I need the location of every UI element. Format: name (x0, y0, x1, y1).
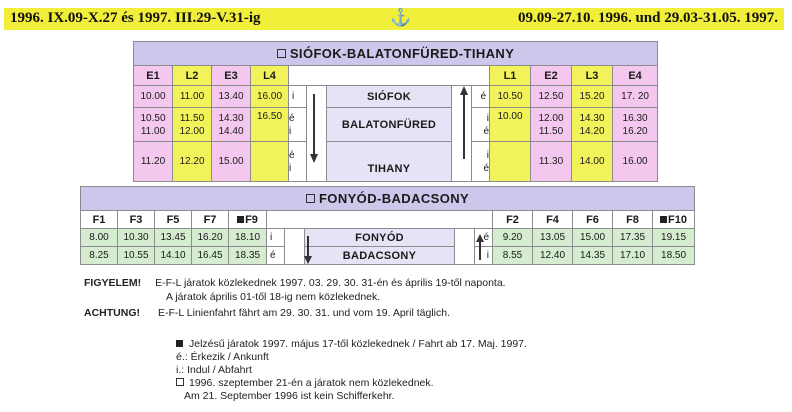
legend-arrive: é.: Érkezik / Ankunft (176, 351, 269, 363)
time-cell: 11.50 12.00 (173, 108, 212, 142)
achtung-text: E-F-L Linienfahrt fährt am 29. 30. 31. und vom 19. April täglich. (158, 307, 451, 319)
season-banner (4, 8, 784, 30)
time-cell: 11.00 (173, 86, 212, 108)
time-cell: 10.55 (118, 247, 155, 265)
time-cell: 16.20 (192, 229, 229, 247)
time-cell: 12.50 (531, 86, 572, 108)
col-header: E1 (134, 66, 173, 86)
time-cell: 15.00 (573, 229, 613, 247)
figyelem-label: FIGYELEM! (84, 277, 142, 289)
legend-nosail-hu: 1996. szeptember 21-én a járatok nem közlekednek. (189, 377, 434, 389)
depart-arrive-marker: é (475, 229, 493, 247)
arrow-column-up (452, 86, 472, 182)
col-header: L2 (173, 66, 212, 86)
route-fonyod-badacsony-table (80, 186, 695, 265)
checkbox-icon (277, 49, 286, 58)
time-cell: 15.00 (212, 142, 251, 182)
checkbox-icon (306, 194, 315, 203)
time-cell: 10.00 (134, 86, 173, 108)
legend (176, 338, 696, 403)
station-name: BADACSONY (305, 247, 455, 265)
time-cell: 8.55 (493, 247, 533, 265)
figyelem-text: E-F-L járatok közlekednek 1997. 03. 29. 30. 31-én és április 19-től naponta. (155, 277, 506, 289)
time-cell: 11.30 (531, 142, 572, 182)
depart-arrive-marker: é i (289, 142, 307, 182)
col-header: F8 (613, 211, 653, 229)
time-cell: 13.45 (155, 229, 192, 247)
depart-arrive-marker: i é (472, 142, 490, 182)
depart-arrive-marker: é (267, 247, 285, 265)
arrow-column-down (307, 86, 327, 182)
legend-depart: i.: Indul / Abfahrt (176, 364, 252, 376)
depart-arrive-marker: é (472, 86, 490, 108)
station-name: BALATONFÜRED (327, 108, 452, 142)
col-header: E3 (212, 66, 251, 86)
time-cell: 16.45 (192, 247, 229, 265)
col-header: F9 (229, 211, 267, 229)
route-title: SIÓFOK-BALATONFÜRED-TIHANY (134, 42, 658, 66)
notes-figyelem (84, 277, 684, 319)
time-cell: 10.00 (490, 108, 531, 142)
station-name: FONYÓD (305, 229, 455, 247)
time-cell: 18.35 (229, 247, 267, 265)
route-title: FONYÓD-BADACSONY (81, 187, 695, 211)
time-cell: 13.05 (533, 229, 573, 247)
time-cell: 10.50 (490, 86, 531, 108)
time-cell: 16.00 (613, 142, 658, 182)
time-cell: 15.20 (572, 86, 613, 108)
col-header: L4 (251, 66, 289, 86)
square-marker-icon (176, 340, 183, 347)
time-cell: 18.50 (653, 247, 695, 265)
station-name: SIÓFOK (327, 86, 452, 108)
legend-nosail-de: Am 21. September 1996 ist kein Schifferkehr. (184, 390, 395, 402)
col-header: L3 (572, 66, 613, 86)
square-marker-icon (237, 216, 244, 223)
time-cell: 14.30 14.20 (572, 108, 613, 142)
time-cell: 9.20 (493, 229, 533, 247)
empty-square-icon (176, 378, 184, 386)
arrow-column-up (455, 229, 475, 265)
col-header: L1 (490, 66, 531, 86)
time-cell (251, 142, 289, 182)
col-header: F7 (192, 211, 229, 229)
time-cell: 17.10 (613, 247, 653, 265)
time-cell (490, 142, 531, 182)
time-cell: 13.40 (212, 86, 251, 108)
time-cell: 12.40 (533, 247, 573, 265)
time-cell: 17.35 (613, 229, 653, 247)
time-cell: 12.00 11.50 (531, 108, 572, 142)
col-header: F3 (118, 211, 155, 229)
time-cell: 14.35 (573, 247, 613, 265)
time-cell: 11.20 (134, 142, 173, 182)
col-header: F2 (493, 211, 533, 229)
depart-arrive-marker: i é (472, 108, 490, 142)
depart-arrive-marker: i (289, 86, 307, 108)
time-cell: 17. 20 (613, 86, 658, 108)
col-header: F6 (573, 211, 613, 229)
col-header: F10 (653, 211, 695, 229)
square-marker-icon (660, 216, 667, 223)
depart-arrive-marker: i (267, 229, 285, 247)
station-name: TIHANY (327, 142, 452, 182)
legend-square: Jelzésű járatok 1997. május 17-től közlekednek / Fahrt ab 17. Maj. 1997. (189, 338, 527, 350)
time-cell: 8.00 (81, 229, 118, 247)
time-cell: 16.50 (251, 108, 289, 142)
time-cell: 14.10 (155, 247, 192, 265)
time-cell: 12.20 (173, 142, 212, 182)
time-cell: 10.30 (118, 229, 155, 247)
achtung-label: ACHTUNG! (84, 307, 140, 319)
header-spacer (289, 66, 490, 86)
header-spacer (267, 211, 493, 229)
time-cell: 14.30 14.40 (212, 108, 251, 142)
col-header: E4 (613, 66, 658, 86)
time-cell: 16.30 16.20 (613, 108, 658, 142)
arrow-column-down (285, 229, 305, 265)
banner-dates-hu: 1996. IX.09-X.27 és 1997. III.29-V.31-ig (10, 10, 261, 26)
col-header: F5 (155, 211, 192, 229)
depart-arrive-marker: i (475, 247, 493, 265)
anchor-icon: ⚓ (390, 8, 412, 27)
time-cell: 14.00 (572, 142, 613, 182)
time-cell: 19.15 (653, 229, 695, 247)
time-cell: 10.50 11.00 (134, 108, 173, 142)
col-header: F4 (533, 211, 573, 229)
time-cell: 16.00 (251, 86, 289, 108)
time-cell: 8.25 (81, 247, 118, 265)
col-header: F1 (81, 211, 118, 229)
col-header: E2 (531, 66, 572, 86)
time-cell: 18.10 (229, 229, 267, 247)
route-siofok-tihany-table (133, 41, 658, 182)
depart-arrive-marker: é i (289, 108, 307, 142)
figyelem-text-2: A járatok április 01-től 18-ig nem közlekednek. (166, 291, 381, 303)
banner-dates-de: 09.09-27.10. 1996. und 29.03-31.05. 1997. (517, 10, 778, 26)
